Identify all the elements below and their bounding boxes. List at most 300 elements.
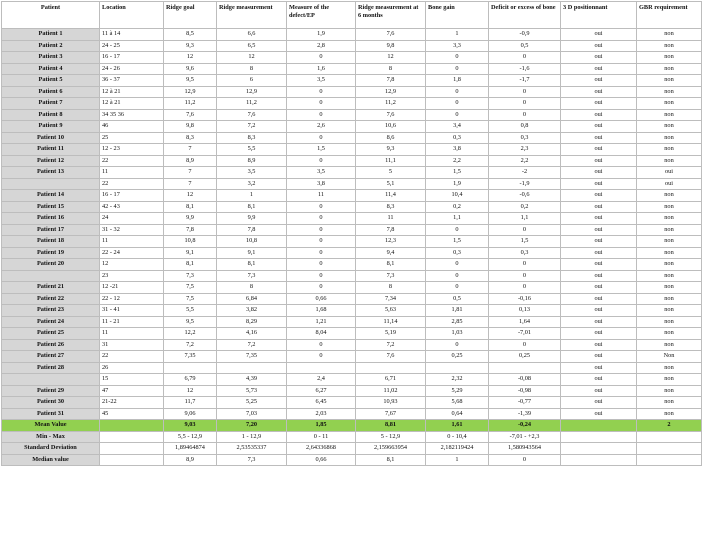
cell-patient: Patient 25: [2, 328, 100, 340]
cell-deficit-excess: 0: [489, 52, 561, 64]
cell-ridge-6-months: 12,3: [356, 236, 426, 248]
cell-deficit-excess: 0: [489, 270, 561, 282]
summary-cell-gbr-requirement: [637, 454, 702, 466]
cell-positioning-3d: oui: [561, 63, 637, 75]
cell-positioning-3d: oui: [561, 247, 637, 259]
cell-positioning-3d: oui: [561, 201, 637, 213]
cell-deficit-excess: 0: [489, 339, 561, 351]
cell-ridge-measurement: 6,6: [217, 29, 287, 41]
cell-defect-measure: 3,5: [287, 167, 356, 179]
cell-ridge-measurement: 3,5: [217, 167, 287, 179]
cell-defect-measure: 2,6: [287, 121, 356, 133]
table-row: [2, 201, 702, 213]
cell-ridge-6-months: 8: [356, 63, 426, 75]
cell-patient: Patient 1: [2, 29, 100, 41]
summary-cell-ridge-goal: 9,03: [164, 420, 217, 432]
cell-positioning-3d: oui: [561, 132, 637, 144]
summary-cell-positioning-3d: [561, 454, 637, 466]
cell-defect-measure: 0: [287, 98, 356, 110]
summary-cell-gbr-requirement: 2: [637, 420, 702, 432]
cell-defect-measure: 0: [287, 224, 356, 236]
cell-location: 22: [100, 351, 164, 363]
cell-ridge-measurement: 6: [217, 75, 287, 87]
summary-cell-deficit-excess: 1,580943564: [489, 443, 561, 455]
table-row: [2, 408, 702, 420]
cell-ridge-measurement: 7,6: [217, 109, 287, 121]
cell-location: 45: [100, 408, 164, 420]
cell-ridge-measurement: 1: [217, 190, 287, 202]
cell-patient: Patient 28: [2, 362, 100, 374]
column-header-location: Location: [100, 2, 164, 29]
cell-positioning-3d: oui: [561, 259, 637, 271]
cell-gbr-requirement: oui: [637, 167, 702, 179]
cell-positioning-3d: oui: [561, 224, 637, 236]
cell-defect-measure: 0: [287, 213, 356, 225]
table-row: [2, 213, 702, 225]
cell-bone-gain: 5,29: [426, 385, 489, 397]
cell-gbr-requirement: non: [637, 144, 702, 156]
cell-ridge-goal: 7: [164, 178, 217, 190]
cell-ridge-measurement: 8,1: [217, 201, 287, 213]
summary-cell-gbr-requirement: [637, 431, 702, 443]
summary-cell-ridge-6-months: 5 - 12,9: [356, 431, 426, 443]
cell-ridge-6-months: 10,6: [356, 121, 426, 133]
summary-cell-ridge-goal: 5,5 - 12,9: [164, 431, 217, 443]
cell-defect-measure: 0: [287, 132, 356, 144]
cell-location: 24 - 25: [100, 40, 164, 52]
cell-location: 22: [100, 155, 164, 167]
cell-positioning-3d: oui: [561, 316, 637, 328]
summary-label: Min - Max: [2, 431, 100, 443]
cell-location: 12 à 21: [100, 98, 164, 110]
cell-bone-gain: 0: [426, 63, 489, 75]
summary-cell-ridge-measurement: 7,20: [217, 420, 287, 432]
cell-ridge-goal: 7,5: [164, 293, 217, 305]
table-row: [2, 155, 702, 167]
summary-cell-deficit-excess: -7,01 - +2,3: [489, 431, 561, 443]
cell-bone-gain: 0,25: [426, 351, 489, 363]
cell-defect-measure: 0: [287, 339, 356, 351]
cell-patient: Patient 31: [2, 408, 100, 420]
cell-positioning-3d: oui: [561, 282, 637, 294]
cell-location: 36 - 37: [100, 75, 164, 87]
cell-deficit-excess: -0,6: [489, 190, 561, 202]
cell-patient: Patient 13: [2, 167, 100, 179]
cell-patient: Patient 9: [2, 121, 100, 133]
cell-patient: Patient 15: [2, 201, 100, 213]
summary-row: [2, 431, 702, 443]
cell-deficit-excess: 1,64: [489, 316, 561, 328]
cell-deficit-excess: -1,39: [489, 408, 561, 420]
summary-cell-location: [100, 443, 164, 455]
cell-gbr-requirement: non: [637, 374, 702, 386]
cell-gbr-requirement: non: [637, 397, 702, 409]
table-row: [2, 374, 702, 386]
cell-bone-gain: 0: [426, 282, 489, 294]
cell-ridge-goal: 8,9: [164, 155, 217, 167]
summary-label: Standard Deviation: [2, 443, 100, 455]
cell-patient: Patient 18: [2, 236, 100, 248]
cell-bone-gain: 0: [426, 86, 489, 98]
cell-location: 11: [100, 236, 164, 248]
cell-positioning-3d: oui: [561, 86, 637, 98]
cell-ridge-6-months: 7,6: [356, 351, 426, 363]
cell-bone-gain: 0: [426, 52, 489, 64]
cell-patient: Patient 29: [2, 385, 100, 397]
cell-deficit-excess: 0,3: [489, 132, 561, 144]
cell-location: 12: [100, 259, 164, 271]
cell-gbr-requirement: non: [637, 270, 702, 282]
cell-deficit-excess: 0,8: [489, 121, 561, 133]
column-header-deficit-excess: Deficit or excess of bone: [489, 2, 561, 29]
cell-gbr-requirement: non: [637, 109, 702, 121]
cell-ridge-6-months: 5,1: [356, 178, 426, 190]
cell-ridge-measurement: 9,1: [217, 247, 287, 259]
cell-ridge-goal: 12: [164, 385, 217, 397]
cell-ridge-measurement: 8,1: [217, 259, 287, 271]
cell-ridge-goal: 7: [164, 167, 217, 179]
summary-row: [2, 443, 702, 455]
cell-patient: Patient 2: [2, 40, 100, 52]
cell-ridge-goal: 9,3: [164, 40, 217, 52]
cell-ridge-measurement: 3,2: [217, 178, 287, 190]
cell-location: 12 -21: [100, 282, 164, 294]
cell-ridge-measurement: 6,84: [217, 293, 287, 305]
cell-positioning-3d: oui: [561, 52, 637, 64]
summary-cell-location: [100, 431, 164, 443]
cell-deficit-excess: 1,5: [489, 236, 561, 248]
cell-location: 11: [100, 167, 164, 179]
cell-bone-gain: 1,5: [426, 167, 489, 179]
cell-patient: Patient 6: [2, 86, 100, 98]
cell-defect-measure: 0: [287, 351, 356, 363]
patient-results-table: [1, 1, 702, 466]
cell-bone-gain: 0,2: [426, 201, 489, 213]
summary-cell-ridge-measurement: 1 - 12,9: [217, 431, 287, 443]
cell-bone-gain: 0,64: [426, 408, 489, 420]
cell-positioning-3d: oui: [561, 397, 637, 409]
cell-bone-gain: 10,4: [426, 190, 489, 202]
cell-deficit-excess: 2,2: [489, 155, 561, 167]
summary-cell-ridge-6-months: 2,159663954: [356, 443, 426, 455]
cell-deficit-excess: -0,98: [489, 385, 561, 397]
cell-bone-gain: 2,85: [426, 316, 489, 328]
cell-bone-gain: 0,3: [426, 132, 489, 144]
cell-location: 34 35 36: [100, 109, 164, 121]
cell-patient: Patient 3: [2, 52, 100, 64]
cell-patient: [2, 374, 100, 386]
cell-ridge-goal: 9,9: [164, 213, 217, 225]
cell-ridge-measurement: 7,2: [217, 339, 287, 351]
cell-ridge-goal: 12: [164, 52, 217, 64]
cell-ridge-6-months: 7,3: [356, 270, 426, 282]
cell-bone-gain: 1,5: [426, 236, 489, 248]
table-row: [2, 351, 702, 363]
cell-gbr-requirement: non: [637, 75, 702, 87]
cell-ridge-6-months: 7,2: [356, 339, 426, 351]
cell-ridge-goal: 11,2: [164, 98, 217, 110]
cell-ridge-6-months: 7,67: [356, 408, 426, 420]
cell-patient: Patient 26: [2, 339, 100, 351]
cell-ridge-measurement: 5,5: [217, 144, 287, 156]
cell-positioning-3d: oui: [561, 190, 637, 202]
cell-ridge-6-months: 12: [356, 52, 426, 64]
cell-location: 11 à 14: [100, 29, 164, 41]
cell-positioning-3d: oui: [561, 293, 637, 305]
cell-ridge-goal: 7: [164, 144, 217, 156]
cell-defect-measure: 8,04: [287, 328, 356, 340]
cell-ridge-6-months: 8,1: [356, 259, 426, 271]
cell-ridge-measurement: 7,2: [217, 121, 287, 133]
cell-ridge-6-months: 11,4: [356, 190, 426, 202]
cell-gbr-requirement: non: [637, 63, 702, 75]
cell-gbr-requirement: non: [637, 385, 702, 397]
cell-ridge-goal: 7,3: [164, 270, 217, 282]
cell-location: 22 - 24: [100, 247, 164, 259]
cell-patient: Patient 22: [2, 293, 100, 305]
cell-defect-measure: 1,5: [287, 144, 356, 156]
cell-ridge-measurement: 7,3: [217, 270, 287, 282]
table-row: [2, 178, 702, 190]
cell-ridge-measurement: 7,03: [217, 408, 287, 420]
cell-location: 11 - 21: [100, 316, 164, 328]
summary-cell-ridge-measurement: 7,3: [217, 454, 287, 466]
cell-ridge-goal: 10,8: [164, 236, 217, 248]
cell-ridge-measurement: 8,3: [217, 132, 287, 144]
cell-ridge-goal: 7,6: [164, 109, 217, 121]
cell-gbr-requirement: non: [637, 247, 702, 259]
cell-ridge-measurement: 4,39: [217, 374, 287, 386]
cell-positioning-3d: oui: [561, 328, 637, 340]
summary-label: Median value: [2, 454, 100, 466]
cell-location: 46: [100, 121, 164, 133]
cell-location: 31: [100, 339, 164, 351]
cell-deficit-excess: -1,6: [489, 63, 561, 75]
cell-gbr-requirement: non: [637, 259, 702, 271]
cell-location: 42 - 43: [100, 201, 164, 213]
cell-gbr-requirement: non: [637, 305, 702, 317]
cell-defect-measure: 2,4: [287, 374, 356, 386]
cell-bone-gain: 1,1: [426, 213, 489, 225]
cell-defect-measure: 1,68: [287, 305, 356, 317]
column-header-ridge-measurement: Ridge measurement: [217, 2, 287, 29]
cell-defect-measure: 1,9: [287, 29, 356, 41]
cell-gbr-requirement: non: [637, 98, 702, 110]
cell-deficit-excess: [489, 362, 561, 374]
cell-deficit-excess: 0: [489, 98, 561, 110]
cell-ridge-6-months: 12,9: [356, 86, 426, 98]
summary-cell-gbr-requirement: [637, 443, 702, 455]
cell-bone-gain: 0: [426, 109, 489, 121]
cell-ridge-goal: 6,79: [164, 374, 217, 386]
cell-deficit-excess: 0,2: [489, 201, 561, 213]
cell-ridge-goal: 7,35: [164, 351, 217, 363]
cell-ridge-6-months: 6,71: [356, 374, 426, 386]
cell-bone-gain: [426, 362, 489, 374]
cell-defect-measure: 0: [287, 52, 356, 64]
table-row: [2, 397, 702, 409]
cell-ridge-goal: 9,06: [164, 408, 217, 420]
cell-defect-measure: 0: [287, 201, 356, 213]
cell-ridge-measurement: 9,9: [217, 213, 287, 225]
cell-ridge-measurement: 8,29: [217, 316, 287, 328]
cell-ridge-6-months: 11: [356, 213, 426, 225]
table-row: [2, 247, 702, 259]
cell-gbr-requirement: non: [637, 190, 702, 202]
cell-ridge-goal: 12: [164, 190, 217, 202]
cell-ridge-goal: 9,5: [164, 75, 217, 87]
column-header-ridge-6-months: Ridge measurement at 6 months: [356, 2, 426, 29]
table-row: [2, 385, 702, 397]
cell-ridge-6-months: 7,8: [356, 75, 426, 87]
cell-ridge-goal: 7,2: [164, 339, 217, 351]
cell-defect-measure: 0: [287, 109, 356, 121]
column-header-gbr-requirement: GBR requirement: [637, 2, 702, 29]
cell-gbr-requirement: non: [637, 201, 702, 213]
cell-deficit-excess: -0,9: [489, 29, 561, 41]
cell-positioning-3d: oui: [561, 121, 637, 133]
cell-patient: Patient 8: [2, 109, 100, 121]
cell-ridge-measurement: 6,5: [217, 40, 287, 52]
summary-cell-defect-measure: 0,66: [287, 454, 356, 466]
cell-positioning-3d: oui: [561, 351, 637, 363]
column-header-positioning-3d: 3 D positionnant: [561, 2, 637, 29]
cell-location: 31 - 41: [100, 305, 164, 317]
summary-cell-ridge-6-months: 8,81: [356, 420, 426, 432]
table-row: [2, 190, 702, 202]
cell-bone-gain: 0: [426, 98, 489, 110]
cell-gbr-requirement: non: [637, 132, 702, 144]
cell-gbr-requirement: non: [637, 316, 702, 328]
cell-location: 15: [100, 374, 164, 386]
cell-patient: Patient 19: [2, 247, 100, 259]
summary-cell-ridge-goal: 1,89464874: [164, 443, 217, 455]
cell-ridge-6-months: 8: [356, 282, 426, 294]
cell-defect-measure: [287, 362, 356, 374]
cell-gbr-requirement: Non: [637, 351, 702, 363]
cell-ridge-6-months: 7,34: [356, 293, 426, 305]
summary-cell-defect-measure: 0 - 11: [287, 431, 356, 443]
cell-defect-measure: 0: [287, 155, 356, 167]
cell-patient: Patient 30: [2, 397, 100, 409]
cell-ridge-goal: 5,5: [164, 305, 217, 317]
summary-label: Mean Value: [2, 420, 100, 432]
summary-cell-ridge-6-months: 8,1: [356, 454, 426, 466]
cell-ridge-measurement: 8: [217, 63, 287, 75]
table-row: [2, 339, 702, 351]
cell-bone-gain: 0: [426, 224, 489, 236]
cell-gbr-requirement: non: [637, 362, 702, 374]
table-row: [2, 52, 702, 64]
cell-gbr-requirement: non: [637, 282, 702, 294]
cell-positioning-3d: oui: [561, 305, 637, 317]
cell-gbr-requirement: non: [637, 121, 702, 133]
cell-location: 11: [100, 328, 164, 340]
cell-location: 12 à 21: [100, 86, 164, 98]
cell-positioning-3d: oui: [561, 178, 637, 190]
cell-location: 25: [100, 132, 164, 144]
cell-location: 16 - 17: [100, 52, 164, 64]
cell-deficit-excess: -7,01: [489, 328, 561, 340]
cell-patient: [2, 270, 100, 282]
cell-patient: [2, 178, 100, 190]
cell-patient: Patient 11: [2, 144, 100, 156]
cell-ridge-goal: 8,1: [164, 259, 217, 271]
cell-defect-measure: 0: [287, 236, 356, 248]
cell-gbr-requirement: oui: [637, 178, 702, 190]
cell-patient: Patient 16: [2, 213, 100, 225]
cell-deficit-excess: -0,77: [489, 397, 561, 409]
cell-defect-measure: 6,27: [287, 385, 356, 397]
cell-ridge-6-months: 5: [356, 167, 426, 179]
cell-ridge-6-months: 11,2: [356, 98, 426, 110]
cell-location: 22: [100, 178, 164, 190]
cell-ridge-goal: 11,7: [164, 397, 217, 409]
cell-positioning-3d: oui: [561, 362, 637, 374]
cell-patient: Patient 17: [2, 224, 100, 236]
cell-ridge-6-months: 7,6: [356, 109, 426, 121]
cell-deficit-excess: -2: [489, 167, 561, 179]
summary-cell-deficit-excess: 0: [489, 454, 561, 466]
cell-defect-measure: 0: [287, 86, 356, 98]
summary-cell-deficit-excess: -0,24: [489, 420, 561, 432]
cell-location: 47: [100, 385, 164, 397]
cell-patient: Patient 10: [2, 132, 100, 144]
cell-positioning-3d: oui: [561, 155, 637, 167]
cell-patient: Patient 23: [2, 305, 100, 317]
cell-ridge-6-months: 7,6: [356, 29, 426, 41]
cell-positioning-3d: oui: [561, 109, 637, 121]
cell-deficit-excess: 0: [489, 282, 561, 294]
cell-ridge-goal: 9,6: [164, 63, 217, 75]
summary-row: [2, 420, 702, 432]
summary-cell-positioning-3d: [561, 443, 637, 455]
table-row: [2, 29, 702, 41]
table-header: [2, 2, 702, 29]
column-header-defect-measure: Measure of the defect/EP: [287, 2, 356, 29]
column-header-bone-gain: Bone gain: [426, 2, 489, 29]
table-row: [2, 121, 702, 133]
cell-gbr-requirement: non: [637, 155, 702, 167]
cell-deficit-excess: -1,7: [489, 75, 561, 87]
cell-bone-gain: 1,03: [426, 328, 489, 340]
summary-cell-bone-gain: 2,182119424: [426, 443, 489, 455]
cell-defect-measure: 0: [287, 282, 356, 294]
cell-patient: Patient 5: [2, 75, 100, 87]
table-row: [2, 328, 702, 340]
cell-ridge-measurement: 10,8: [217, 236, 287, 248]
cell-location: 16 - 17: [100, 190, 164, 202]
cell-patient: Patient 12: [2, 155, 100, 167]
table-row: [2, 270, 702, 282]
cell-positioning-3d: oui: [561, 40, 637, 52]
cell-bone-gain: 3,4: [426, 121, 489, 133]
table-row: [2, 86, 702, 98]
cell-defect-measure: 0: [287, 247, 356, 259]
cell-ridge-6-months: 9,8: [356, 40, 426, 52]
summary-cell-ridge-measurement: 2,53535337: [217, 443, 287, 455]
cell-deficit-excess: 0,13: [489, 305, 561, 317]
cell-defect-measure: 0: [287, 270, 356, 282]
cell-deficit-excess: 0: [489, 86, 561, 98]
cell-bone-gain: 0: [426, 339, 489, 351]
cell-bone-gain: 5,68: [426, 397, 489, 409]
cell-location: 12 - 23: [100, 144, 164, 156]
cell-bone-gain: 0,3: [426, 247, 489, 259]
cell-bone-gain: 1,8: [426, 75, 489, 87]
cell-patient: Patient 4: [2, 63, 100, 75]
cell-gbr-requirement: non: [637, 408, 702, 420]
